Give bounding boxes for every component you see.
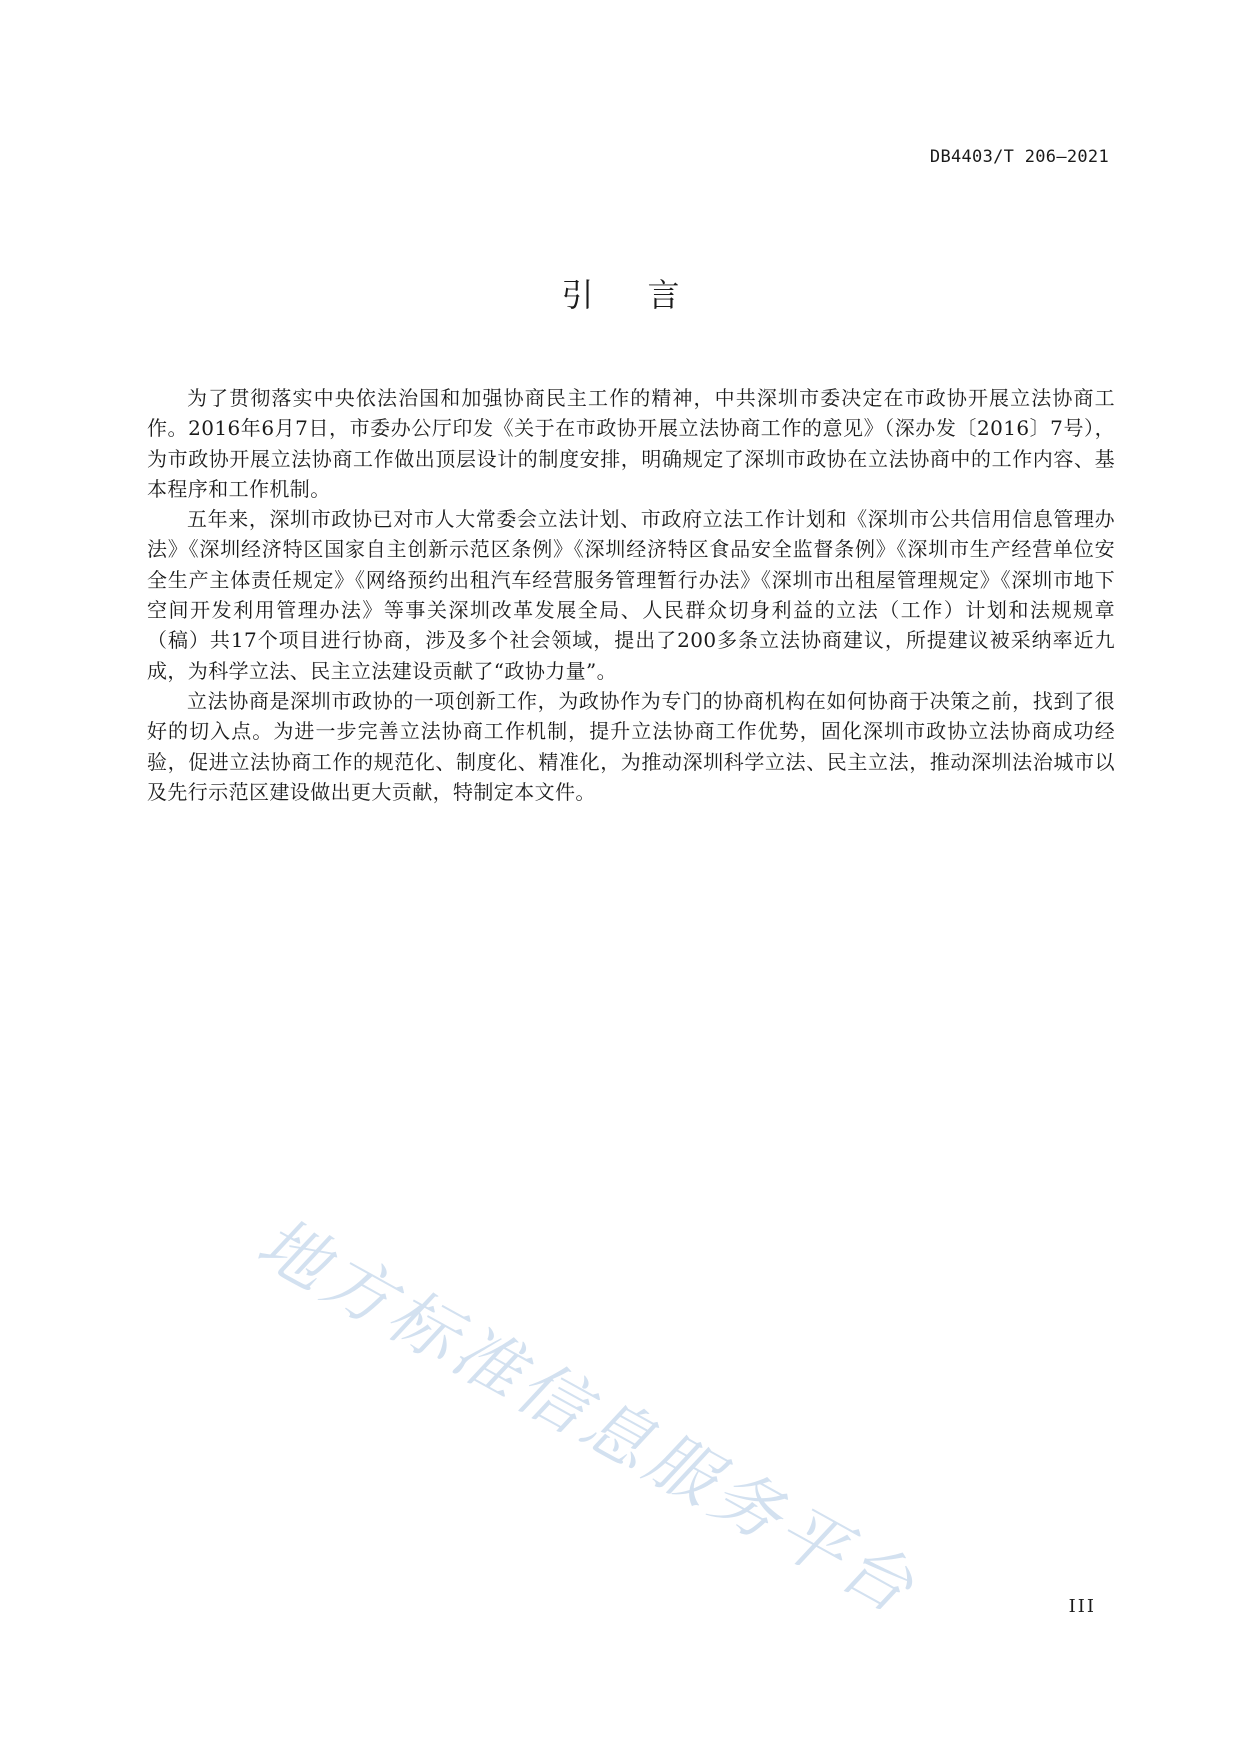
page-title: 引言: [561, 276, 734, 314]
document-code: DB4403/T 206—2021: [929, 147, 1109, 167]
watermark: 地方标准信息服务平台: [244, 1203, 930, 1631]
paragraph-purpose: 立法协商是深圳市政协的一项创新工作，为政协作为专门的协商机构在如何协商于决策之前，找到了很好的切入点。为进一步完善立法协商工作机制，提升立法协商工作优势，固化深圳市政协立法协商成功经验，促进立法协商工作的规范化、制度化、精准化，为推动深圳科学立法、民主立法，推动深圳法治城市以及先行示范区建设做出更大贡献，特制定本文件。: [147, 688, 1115, 804]
paragraph-background: 为了贯彻落实中央依法治国和加强协商民主工作的精神，中共深圳市委决定在市政协开展立法协商工作。2016年6月7日，市委办公厅印发《关于在市政协开展立法协商工作的意见》（深办发〔2016〕7号），为市政协开展立法协商工作做出顶层设计的制度安排，明确规定了深圳市政协在立法协商中的工作内容、基本程序和工作机制。: [147, 386, 1115, 501]
introduction-body: [147, 383, 1115, 807]
paragraph-achievements: 五年来，深圳市政协已对市人大常委会立法计划、市政府立法工作计划和《深圳市公共信用信息管理办法》《深圳经济特区国家自主创新示范区条例》《深圳经济特区食品安全监督条例》《深圳市生产经营单位安全生产主体责任规定》《网络预约出租汽车经营服务管理暂行办法》《深圳市出租屋管理规定》《深圳市地下空间开发利用管理办法》等事关深圳改革发展全局、人民群众切身利益的立法（工作）计划和法规规章（稿）共17个项目进行协商，涉及多个社会领域，提出了200多条立法协商建议，所提建议被采纳率近九成，为科学立法、民主立法建设贡献了“政协力量”。: [147, 507, 1115, 683]
page-number: III: [1068, 1596, 1096, 1617]
